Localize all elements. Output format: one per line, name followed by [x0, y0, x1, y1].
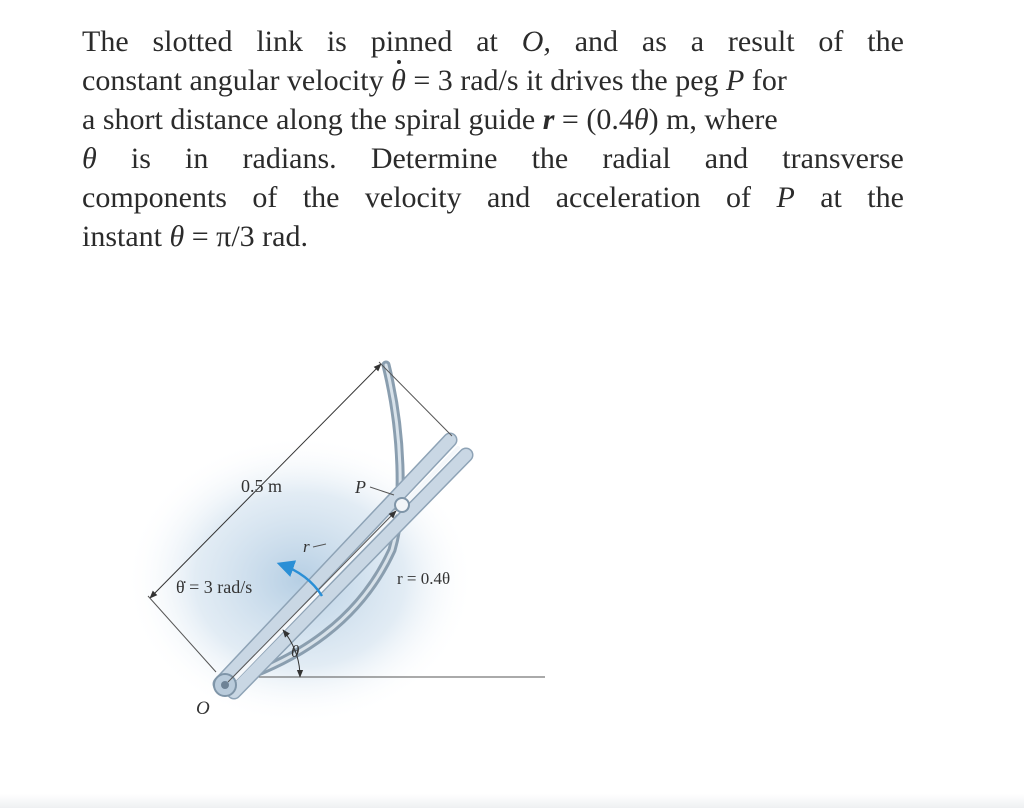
- peg-symbol: P: [726, 64, 745, 97]
- text-run: a short distance along the spiral guide: [82, 103, 536, 136]
- word: a: [690, 25, 705, 58]
- text-run: constant angular velocity: [82, 64, 384, 97]
- text-run: ) m, where: [648, 103, 778, 136]
- pin-o-center: [221, 681, 229, 689]
- word: the: [531, 142, 569, 175]
- theta-label: θ: [291, 642, 300, 661]
- theta-symbol: θ: [633, 103, 649, 136]
- word: result: [727, 25, 795, 58]
- page-bottom-edge: [0, 794, 1024, 808]
- word: Determine: [370, 142, 498, 175]
- length-label: 0.5 m: [241, 476, 283, 496]
- r-label: r: [303, 537, 310, 556]
- word: is: [326, 25, 347, 58]
- word: components: [82, 181, 227, 214]
- theta-symbol: θ: [169, 220, 185, 253]
- word: is: [130, 142, 151, 175]
- word: O,: [521, 25, 551, 58]
- word: the: [867, 25, 904, 58]
- word: in: [185, 142, 209, 175]
- word: P: [776, 181, 795, 214]
- word: the: [302, 181, 340, 214]
- origin-label: O: [196, 698, 210, 719]
- word: transverse: [782, 142, 904, 175]
- word: and: [486, 181, 531, 214]
- word: acceleration: [555, 181, 701, 214]
- word: of: [252, 181, 278, 214]
- word: θ: [82, 142, 97, 175]
- word: radial: [602, 142, 671, 175]
- angular-velocity-label: θ̇ = 3 rad/s: [176, 577, 253, 597]
- word: of: [818, 25, 844, 58]
- word: the: [867, 181, 904, 214]
- word: at: [476, 25, 498, 58]
- word: velocity: [364, 181, 462, 214]
- word: The: [82, 25, 129, 58]
- text-run: instant: [82, 220, 162, 253]
- peg-p: [395, 498, 409, 512]
- word: slotted: [152, 25, 233, 58]
- text-run: = (0.4: [561, 103, 634, 136]
- word: radians.: [242, 142, 337, 175]
- p-label: P: [355, 477, 366, 497]
- word: link: [256, 25, 303, 58]
- word: as: [641, 25, 667, 58]
- word: of: [726, 181, 752, 214]
- text-run: = π/3 rad.: [191, 220, 308, 253]
- word: and: [574, 25, 619, 58]
- r-symbol: r: [542, 103, 555, 136]
- word: at: [820, 181, 842, 214]
- theta-dot-symbol: θ: [391, 61, 406, 100]
- text-run: for: [751, 64, 787, 97]
- word: pinned: [370, 25, 453, 58]
- word: and: [704, 142, 749, 175]
- text-run: = 3 rad/s it drives the peg: [413, 64, 719, 97]
- spiral-equation-label: r = 0.4θ: [397, 569, 451, 588]
